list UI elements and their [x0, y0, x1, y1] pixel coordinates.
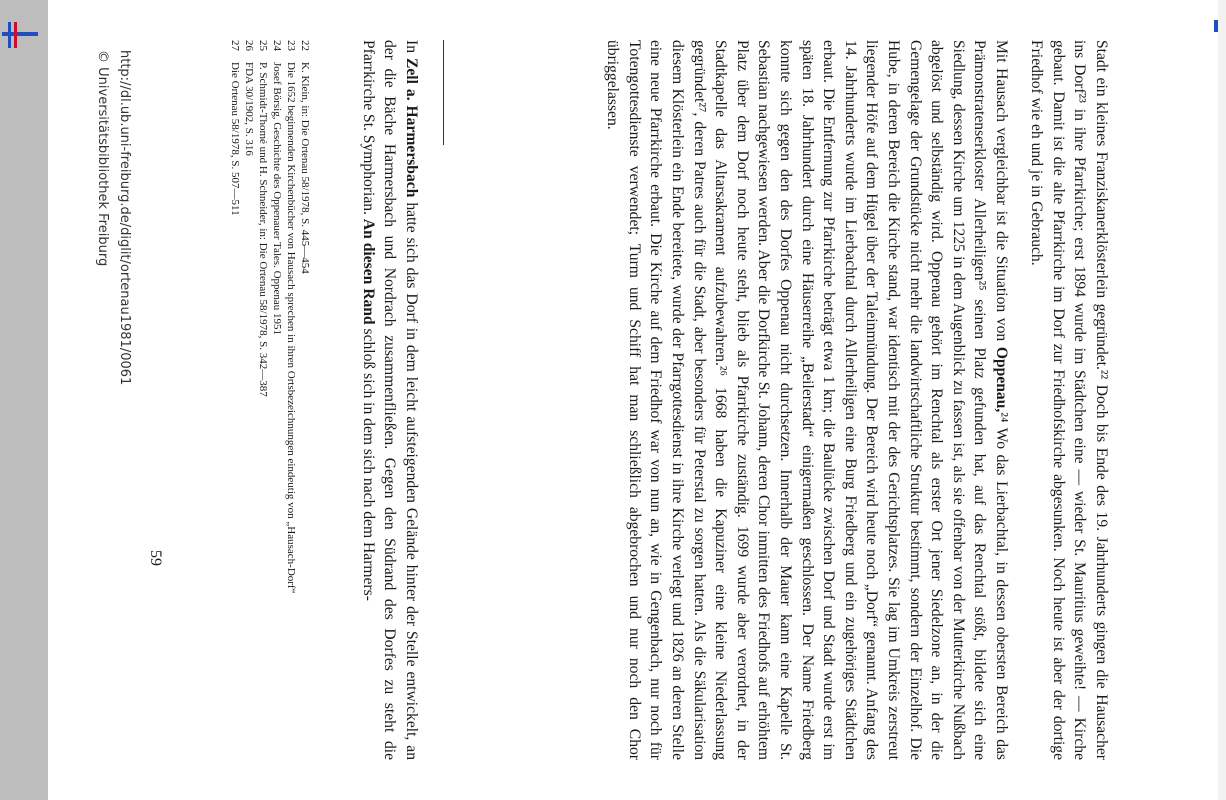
footnote-text: K. Klein, in: Die Ortenau 58/1978, S. 445—454 [299, 62, 311, 274]
paragraph-oppenau [602, 40, 1012, 760]
footnote-text: Die Ortenau 58/1978, S. 507—511 [229, 62, 241, 216]
footnote-number: 25 [257, 40, 269, 51]
page-marker-icon [1214, 20, 1218, 32]
paragraph-zell-start: In [403, 40, 420, 58]
footnote-number: 22 [299, 40, 311, 51]
logo-icon [2, 22, 38, 48]
footnote-text: FDA 30/1902, S. 316 [243, 62, 255, 156]
footnote [270, 40, 284, 760]
page-number: 59 [147, 550, 164, 566]
paragraph-oppenau-start: Mit Hausach vergleichbar ist die Situation von [993, 40, 1010, 347]
page-right-edge [1218, 0, 1226, 800]
source-url: http://dl.ub.uni-freiburg.de/diglit/ortenau1981/0061 [117, 50, 132, 386]
footnote [228, 40, 242, 760]
footnote-text: Josef Börsig, Geschichte des Oppenauer Tales. Oppenau 1951 [271, 62, 283, 336]
rand-bold: An diesen Rand [359, 218, 377, 325]
paragraph-oppenau-body: ²⁴ Wo das Lierbachtal, in dessen obersten Bereich das Prämonstratenserkloster Allerheiligen²⁵ seinen Platz gefunden hat, auf das Renchtal stößt, bildete sich eine Siedlung, dessen Kirche um 1225 in dem Augenblick zu fassen ist, als sie offenbar von der Mutterkirche Nußbach abgelöst und selbständig wird. Oppenau gehört im Renchtal als erster Ort jener Siedelzone an, in der die Gemengelage der Grundstücke nicht mehr die landwirtschaftliche Struktur bestimmt, sondern der Einzelhof. Die Hube, in deren Bereich die Kirche stand, war identisch mit der des Gerichtsplatzes. Sie lag im Umkreis zerstreut liegender Höfe auf dem Hügel über der Taleinmündung. Der Bereich wird heute noch „Dorf“ genannt. Anfang des 14. Jahrhunderts wurde im Lierbachtal durch Allerheiligen eine Burg Friedberg und ein zugehöriges Städtchen erbaut. Die Entfernung zur Pfarrkirche beträgt etwa 1 km; die Baulücke zwischen Dorf und Stadt wurde erst im späten 18. Jahrhundert durch eine Häuserreihe „Beilerstadt“ einigermaßen geschlossen. Der Name Friedberg konnte sich gegen den des Dorfes Oppenau nicht durchsetzen. Innerhalb der Mauer kann eine Kapelle St. Sebastian nachgewiesen werden. Aber die Dorfkirche St. Johann, deren Chor inmitten des Friedhofs auf erhöhtem Platz über dem Dorf noch heute steht, blieb als Pfarrkirche zuständig. 1699 wurde aber verordnet, in der Stadtkapelle das Altarsakrament aufzubewahren.²⁶ 1668 haben die Kapuziner eine kleine Niederlassung gegründet²⁷, deren Patres auch für die Stadt, aber besonders für Peterstal zu sorgen hatten. Als die Säkularisation diesem Klösterlein ein Ende bereitete, wurde der Pfarrgottesdienst in ihre Kirche verlegt und 1826 an deren Stelle eine neue Pfarrkirche erbaut. Die Kirche auf dem Friedhof war von nun an, wie in Gengenbach, nur noch für Totengottesdienste verwendet; Turm und Schiff hat man schließlich abgebrochen und nur noch den Chor übriggelassen. [604, 40, 1010, 760]
rotated-page-content [95, 40, 1112, 760]
footnote [298, 40, 312, 760]
footnote [242, 40, 256, 760]
copyright-notice: © Universitätsbibliothek Freiburg [95, 50, 110, 267]
oppenau-bold: Oppenau, [993, 346, 1010, 413]
footnotes [228, 40, 312, 760]
footnote-number: 27 [229, 40, 241, 51]
zell-bold: Zell a. Harmersbach [403, 57, 420, 198]
footnote [256, 40, 270, 760]
paragraph-zell [357, 40, 422, 760]
viewer-left-margin [0, 0, 48, 800]
paragraph-zell-end: schloß sich in dem sich nach dem Harmers- [359, 324, 377, 601]
footnote-number: 23 [285, 40, 297, 51]
footnote-number: 24 [271, 40, 283, 51]
footnote-rule [443, 40, 444, 145]
footnote-text: Die 1652 beginnenden Kirchenbücher von Hausach sprechen in ihren Ortsbezeichnungen eindeutig von „Hausach-Dorf“ [285, 62, 297, 594]
footnote [284, 40, 298, 760]
footnote-number: 26 [243, 40, 255, 51]
paragraph-zell-body: hatte sich das Dorf in dem leicht aufsteigenden Gelände hinter der Stelle entwickelt, an der die Bäche Harmersbach und Nordrach zusammenfließen. Gegen den Südrand des Dorfes zu steht die Pfarrkirche St. Symphorian. [359, 40, 420, 760]
footnote-text: P. Schmidt-Thomé und H. Schneider, in: Die Ortenau 58/1978, S. 342—387 [257, 62, 269, 397]
paragraph-1: Stadt ein kleines Franziskanerklösterlein gegründet.²² Doch bis Ende des 19. Jahrhunderts gingen die Hausacher ins Dorf²³ in ihre Pfarrkirche; erst 1894 wurde im Städtchen eine — wieder St. Mauritius geweihte! — Kirche gebaut. Damit ist die alte Pfarrkirche im Dorf zur Friedhofskirche abgesunken. Noch heute ist aber der dortige Friedhof wie eh und je in Gebrauch. [1028, 40, 1110, 760]
